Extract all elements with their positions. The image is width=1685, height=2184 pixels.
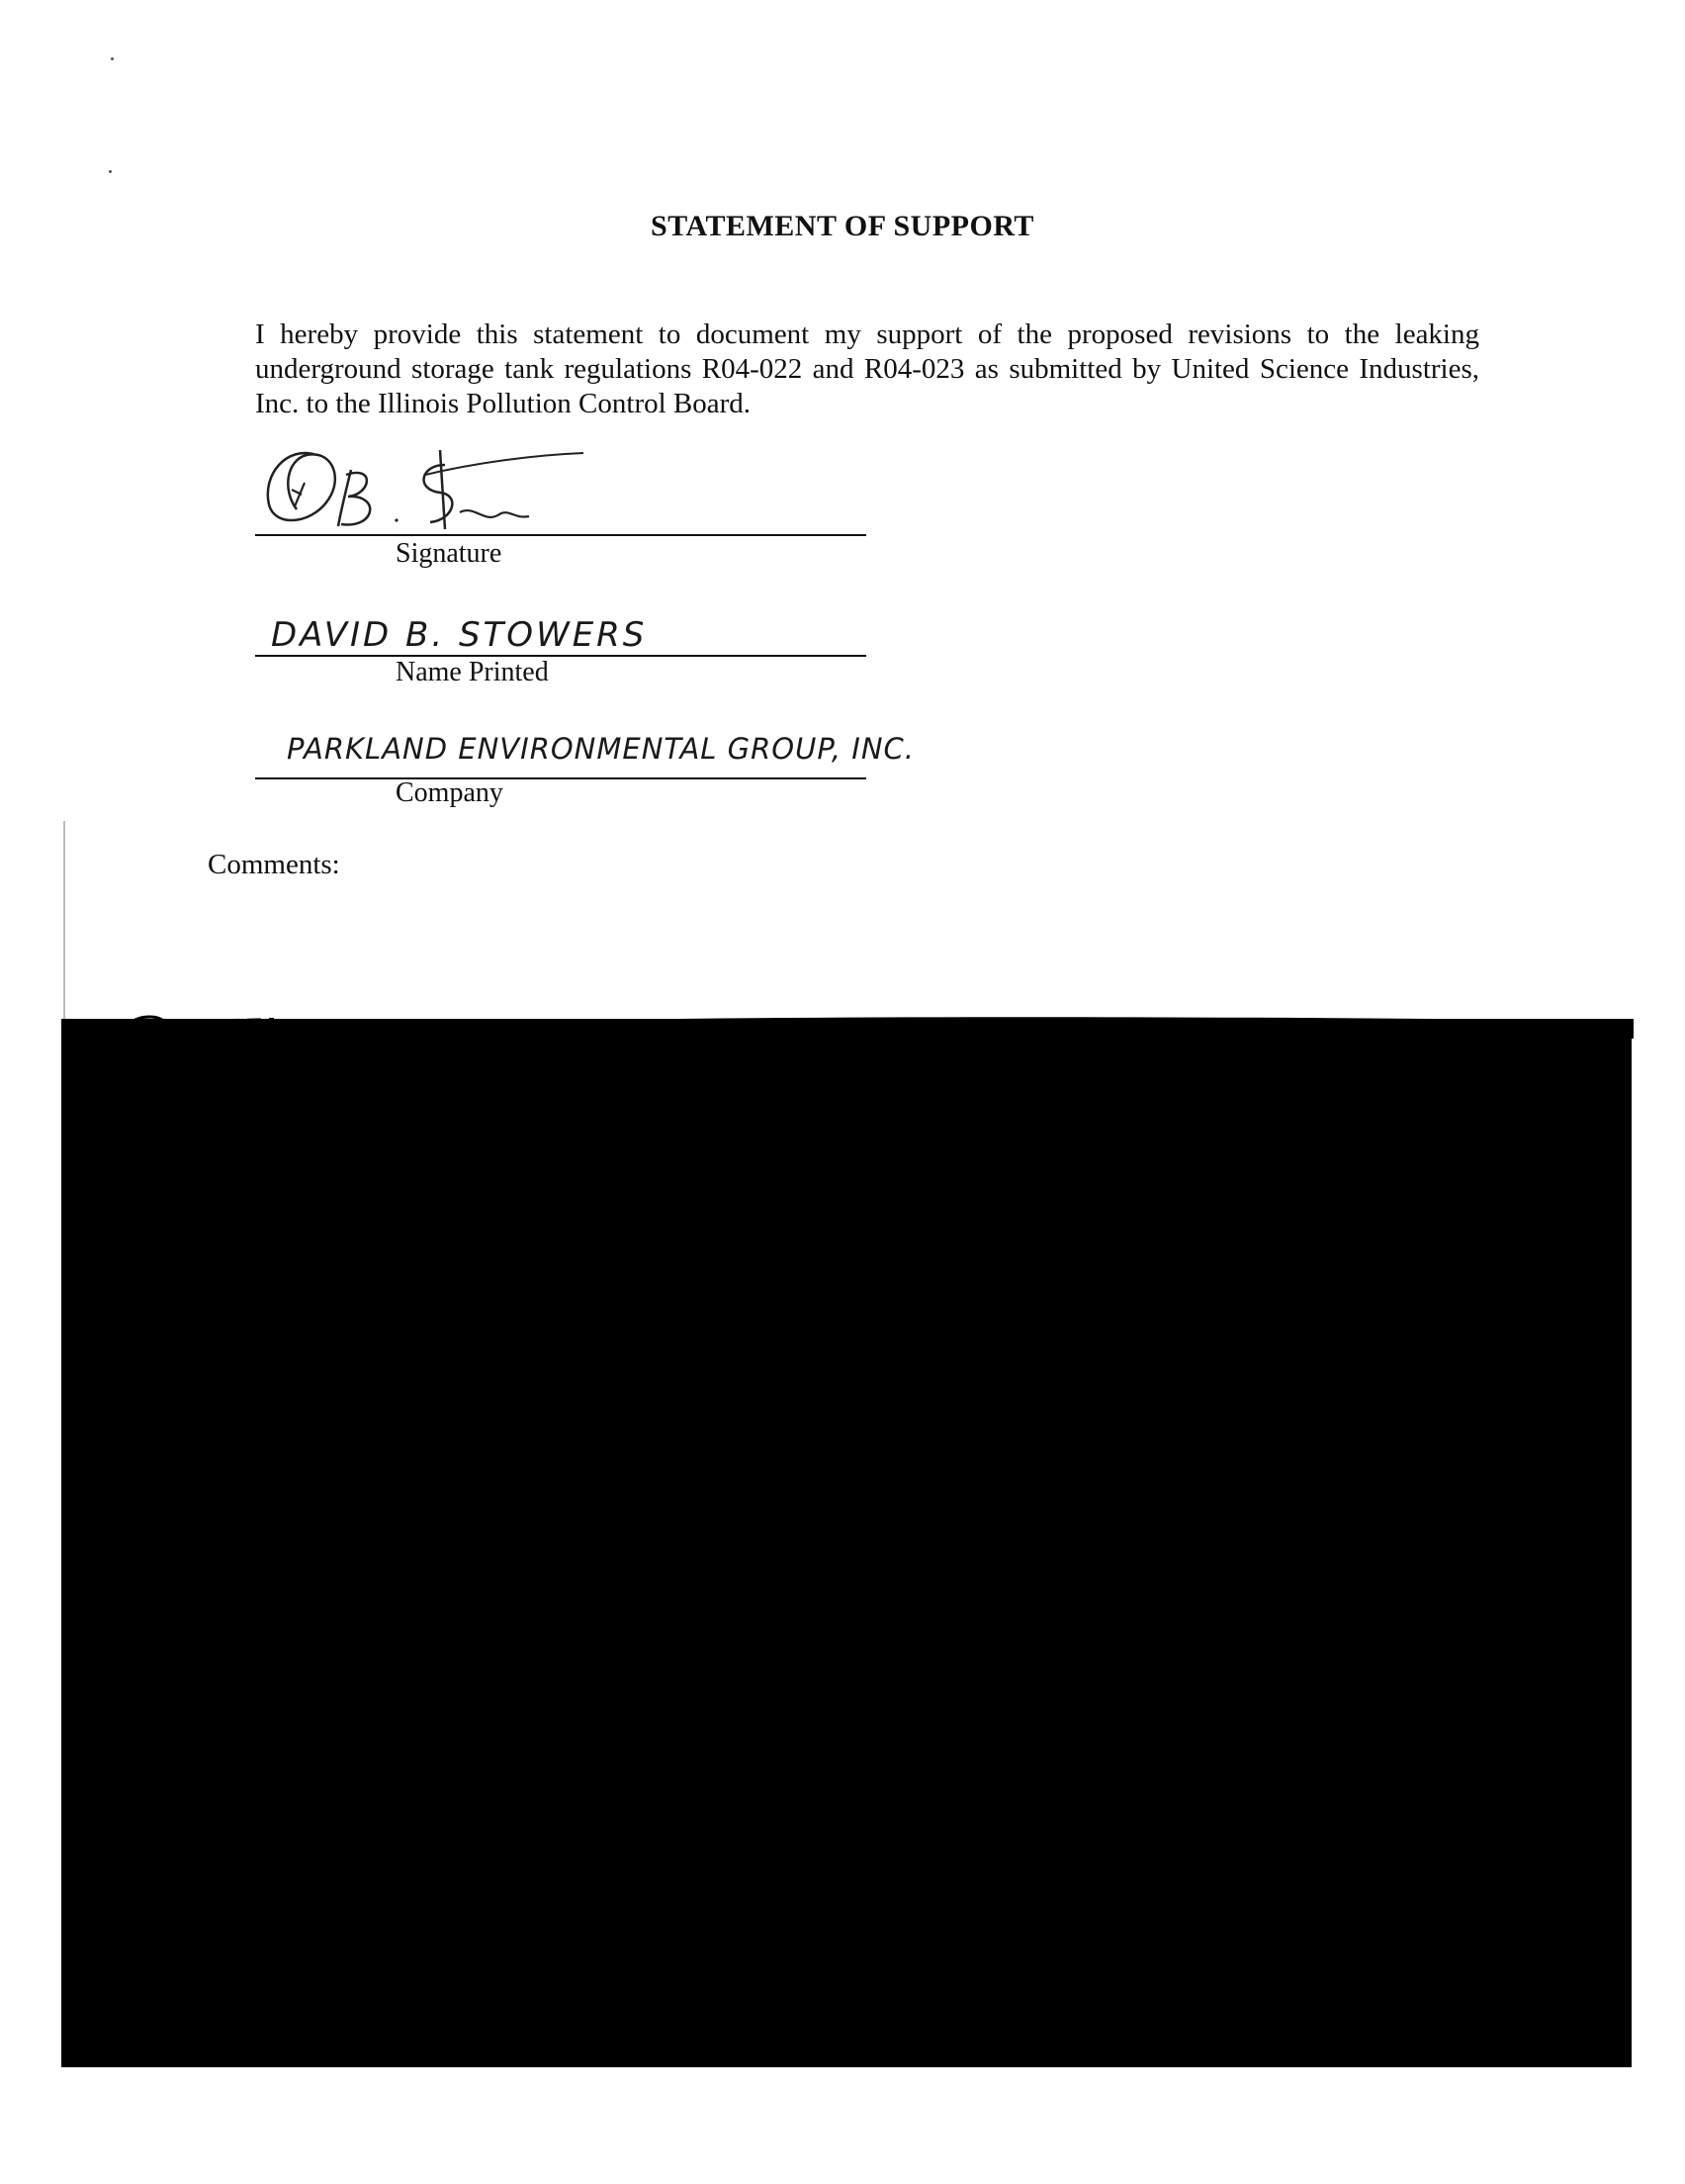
company-handwriting: PARKLAND ENVIRONMENTAL GROUP, INC. (287, 732, 915, 766)
scan-edge-line (63, 821, 65, 1019)
comments-label: Comments: (208, 849, 340, 880)
signature-line (255, 534, 866, 536)
document-title: STATEMENT OF SUPPORT (651, 210, 1034, 242)
scan-speck (109, 170, 112, 173)
name-line (255, 655, 866, 657)
signature-label: Signature (396, 538, 502, 569)
name-printed-label: Name Printed (396, 657, 549, 687)
company-line (255, 777, 866, 779)
statement-paragraph: I hereby provide this statement to document my support of the proposed revisions to the leaking underground storage tank regulations R04-022 and R04-023 as submitted by United Science Industries, Inc. to the Illinois Pollution Control Board. (255, 318, 1479, 419)
scan-speck (111, 57, 114, 60)
redaction-block (61, 1019, 1632, 2067)
handwritten-signature (247, 435, 603, 539)
printed-name-handwriting: DAVID B. STOWERS (271, 615, 648, 655)
company-label: Company (396, 777, 503, 808)
